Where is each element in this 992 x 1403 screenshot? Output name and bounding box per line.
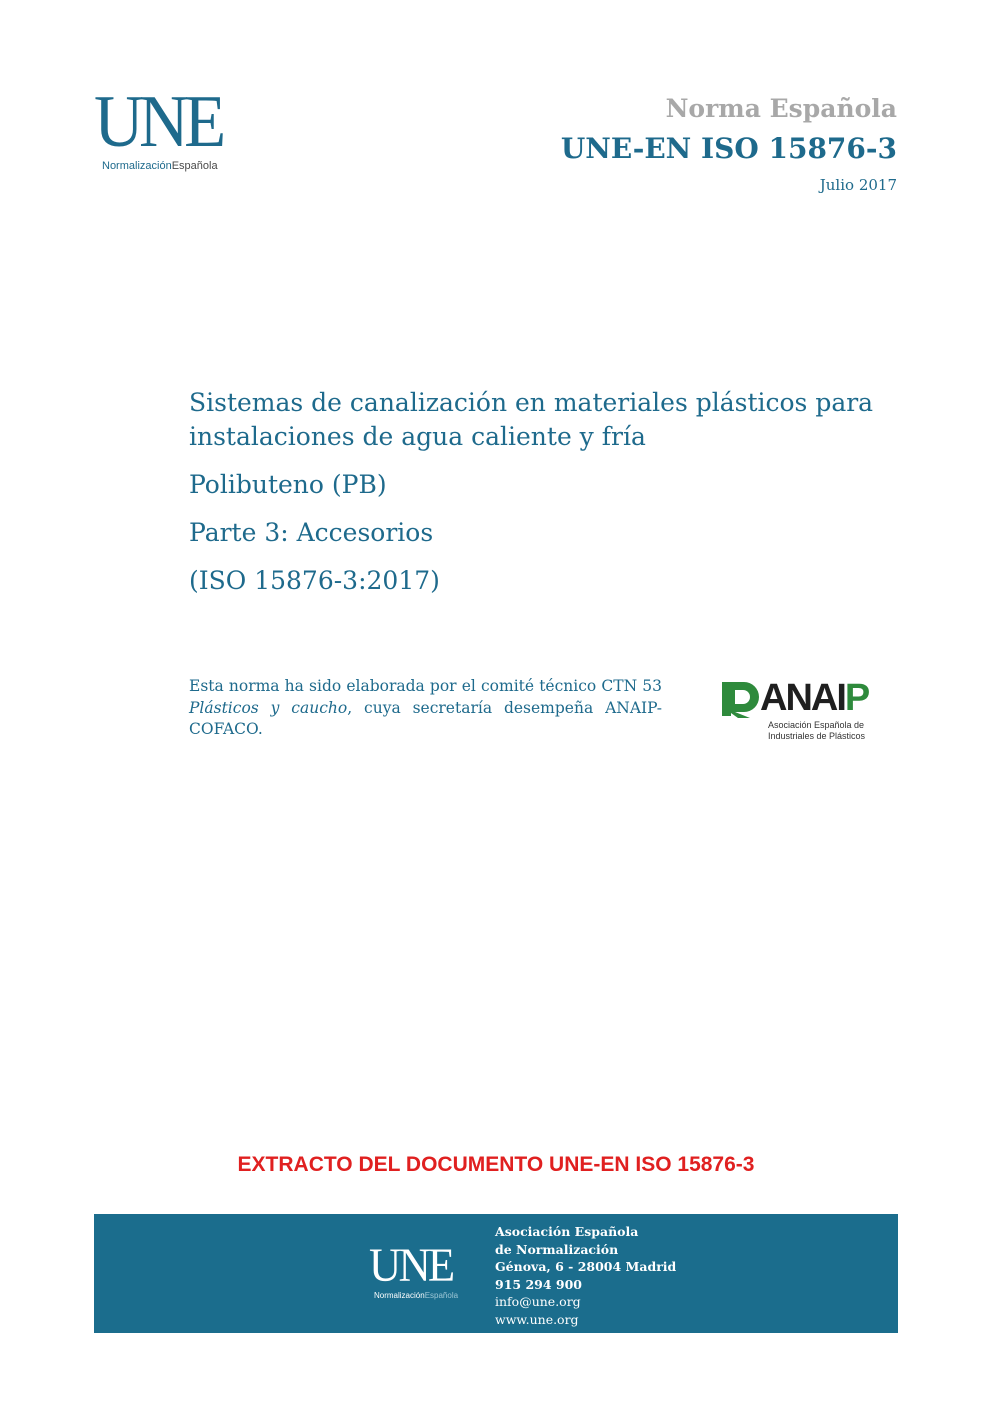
publication-date: Julio 2017 [819, 176, 897, 194]
footer-org-name-line1: Asociación Española [495, 1224, 639, 1239]
footer-tagline-part1: Normalización [374, 1291, 425, 1300]
footer-email-link[interactable]: info@une.org [495, 1294, 581, 1309]
standard-code: UNE-EN ISO 15876-3 [560, 132, 897, 165]
footer-une-logo [369, 1239, 479, 1314]
committee-text-before: Esta norma ha sido elaborada por el comité técnico CTN 53 [189, 677, 662, 695]
anaip-logo-word-last: P [844, 677, 869, 719]
footer-website-link[interactable]: www.une.org [495, 1311, 579, 1327]
footer-contact-info [495, 1223, 676, 1328]
norma-label: Norma Española [665, 94, 897, 123]
footer-une-logo-tagline [374, 1291, 458, 1300]
title-block [189, 386, 909, 598]
committee-name: Plásticos y caucho [189, 698, 348, 717]
anaip-logo-subtitle: Asociación Española de Industriales de Plásticos [768, 720, 866, 741]
une-logo [94, 81, 254, 182]
footer-une-logo-word: UNE [369, 1239, 453, 1292]
footer-address: Génova, 6 - 28004 Madrid [495, 1259, 677, 1274]
document-subtitle-material: Polibuteno (PB) [189, 470, 387, 499]
footer-org-name-line2: de Normalización [495, 1241, 619, 1257]
document-subtitle-part: Parte 3: Accesorios [189, 518, 434, 547]
document-iso-reference: (ISO 15876-3:2017) [189, 566, 440, 595]
anaip-logo-word [760, 678, 868, 718]
anaip-emblem-icon [720, 680, 760, 720]
committee-statement [189, 676, 662, 741]
une-logo-tagline-part2: Española [171, 160, 218, 172]
footer-phone: 915 294 900 [495, 1276, 582, 1292]
une-logo-tagline [102, 160, 218, 172]
une-logo-tagline-part1: Normalización [102, 160, 172, 172]
extract-notice: EXTRACTO DEL DOCUMENTO UNE-EN ISO 15876-3 [237, 1153, 755, 1176]
committee-text-after: , cuya secretaría desempeña ANAIP-COFACO. [189, 698, 662, 738]
anaip-logo-word-main: ANAI [760, 677, 845, 719]
footer-band [94, 1214, 898, 1333]
footer-tagline-part2: Española [424, 1291, 459, 1300]
anaip-logo [720, 676, 870, 746]
une-logo-word: UNE [94, 81, 222, 163]
document-title: Sistemas de canalización en materiales plásticos para instalaciones de agua caliente y fría [189, 388, 874, 451]
